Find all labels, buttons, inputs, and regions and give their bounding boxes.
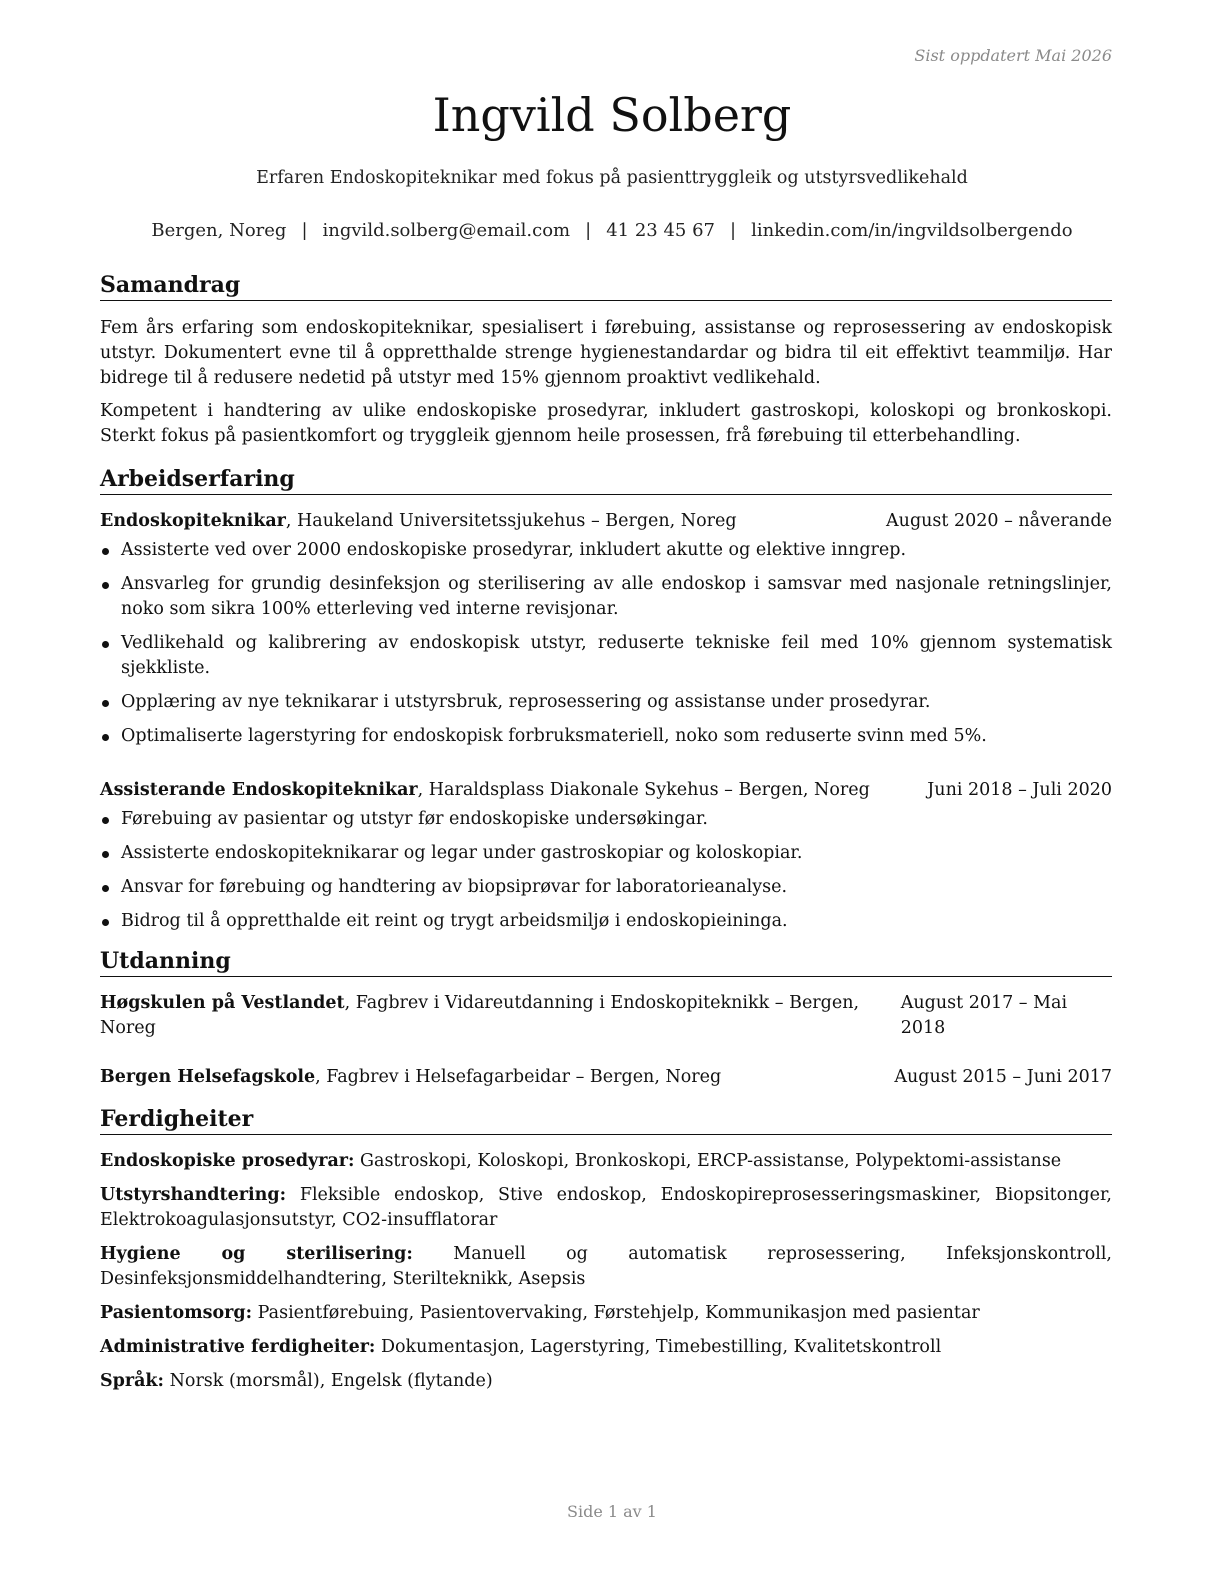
section-title-summary: Samandrag <box>100 272 1112 301</box>
bullet-text: Ansvar for førebuing og handtering av biopsiprøvar for laboratorieanalyse. <box>121 877 788 897</box>
list-item <box>100 538 1112 563</box>
candidate-name: Ingvild Solberg <box>432 88 792 142</box>
skill-value: Fleksible endoskop, Stive endoskop, Endoskopireprosesseringsmaskiner, Biopsitonger, Elektrokoagulasjonsutstyr, CO2-insufflatorar <box>100 1185 1112 1230</box>
contact-email[interactable]: ingvild.solberg@email.com <box>322 220 571 241</box>
job-header <box>100 778 1112 803</box>
list-item <box>100 841 1112 866</box>
bullet-text: Førebuing av pasientar og utstyr før endoskopiske undersøkingar. <box>121 809 708 829</box>
skill-value: Manuell og automatisk reprosessering, Infeksjonskontroll, Desinfeksjonsmiddelhandtering, Sterilteknikk, Asepsis <box>100 1244 1112 1289</box>
education-entry <box>100 991 1112 1041</box>
job-entry <box>100 509 1112 749</box>
contact-separator: | <box>730 220 737 241</box>
education-detail: , Fagbrev i Vidareutdanning i Endoskopiteknikk – Bergen, Noreg <box>100 993 860 1038</box>
list-item <box>100 724 1112 749</box>
job-title-line <box>100 509 737 534</box>
job-header <box>100 509 1112 534</box>
bullet-icon <box>102 885 109 892</box>
education-school: Bergen Helsefagskole <box>100 1067 316 1087</box>
contact-linkedin[interactable]: linkedin.com/in/ingvildsolbergendo <box>751 220 1073 241</box>
skill-label: Administrative ferdigheiter: <box>100 1337 376 1357</box>
tagline: Erfaren Endoskopiteknikar med fokus på pasienttryggleik og utstyrsvedlikehald <box>256 168 968 188</box>
bullet-text: Opplæring av nye teknikarar i utstyrsbruk, reprosessering og assistanse under prosedyrar. <box>121 692 931 712</box>
bullet-icon <box>102 919 109 926</box>
bullet-text: Ansvarleg for grundig desinfeksjon og sterilisering av alle endoskop i samsvar med nasjonale retningslinjer, noko som sikra 100% etterleving ved interne revisjonar. <box>121 574 1112 619</box>
education-dates: August 2017 – Mai 2018 <box>900 993 1068 1038</box>
skill-row <box>100 1335 1112 1360</box>
bullet-icon <box>102 851 109 858</box>
bullet-icon <box>102 548 109 555</box>
list-item <box>100 572 1112 622</box>
bullet-text: Assisterte endoskopiteknikarar og legar under gastroskopiar og koloskopiar. <box>121 843 803 863</box>
education-dates: August 2015 – Juni 2017 <box>894 1067 1112 1087</box>
list-item <box>100 909 1112 934</box>
summary-paragraph: Kompetent i handtering av ulike endoskopiske prosedyrar, inkludert gastroskopi, koloskopi og bronkoskopi. Sterkt fokus på pasientkomfort og tryggleik gjennom heile prosessen, frå førebuing til etterbehandling. <box>100 401 1112 446</box>
skill-row <box>100 1183 1112 1233</box>
bullet-icon <box>102 700 109 707</box>
skill-label: Språk: <box>100 1371 165 1391</box>
skill-row <box>100 1301 1112 1326</box>
list-item <box>100 875 1112 900</box>
education-line <box>100 991 901 1041</box>
contact-phone[interactable]: 41 23 45 67 <box>606 220 715 241</box>
education-school: Høgskulen på Vestlandet <box>100 993 345 1013</box>
job-title-line <box>100 778 870 803</box>
page-number: Side 1 av 1 <box>567 1502 657 1521</box>
job-bullets <box>100 538 1112 749</box>
last-updated: Sist oppdatert Mai 2026 <box>914 46 1112 65</box>
list-item <box>100 807 1112 832</box>
bullet-icon <box>102 734 109 741</box>
skill-value: Norsk (morsmål), Engelsk (flytande) <box>164 1371 493 1391</box>
bullet-icon <box>102 641 109 648</box>
job-dates: Juni 2018 – Juli 2020 <box>927 780 1112 800</box>
skill-row <box>100 1369 1112 1394</box>
section-title-education: Utdanning <box>100 948 1112 977</box>
skill-label: Hygiene og sterilisering: <box>100 1244 413 1264</box>
job-dates: August 2020 – nåverande <box>886 511 1112 531</box>
list-item <box>100 690 1112 715</box>
resume-content <box>100 272 1112 1403</box>
education-line <box>100 1065 721 1090</box>
job-title: Assisterande Endoskopiteknikar <box>100 780 418 800</box>
job-bullets <box>100 807 1112 934</box>
education-entry <box>100 1065 1112 1090</box>
skill-value: Dokumentasjon, Lagerstyring, Timebestilling, Kvalitetskontroll <box>375 1337 942 1357</box>
skill-row <box>100 1149 1112 1174</box>
section-title-skills: Ferdigheiter <box>100 1106 1112 1135</box>
job-employer: , Haukeland Universitetssjukehus – Bergen, Noreg <box>285 511 737 531</box>
contact-separator: | <box>301 220 308 241</box>
skills-section <box>100 1149 1112 1394</box>
job-entry <box>100 778 1112 934</box>
skill-label: Endoskopiske prosedyrar: <box>100 1151 355 1171</box>
contact-location: Bergen, Noreg <box>151 220 287 241</box>
skill-label: Utstyrshandtering: <box>100 1185 287 1205</box>
job-employer: , Haraldsplass Diakonale Sykehus – Bergen, Noreg <box>417 780 870 800</box>
skill-value: Gastroskopi, Koloskopi, Bronkoskopi, ERCP-assistanse, Polypektomi-assistanse <box>354 1151 1062 1171</box>
bullet-text: Optimaliserte lagerstyring for endoskopisk forbruksmateriell, noko som reduserte svinn med 5%. <box>121 726 987 746</box>
bullet-icon <box>102 582 109 589</box>
skill-label: Pasientomsorg: <box>100 1303 253 1323</box>
summary-paragraph: Fem års erfaring som endoskopiteknikar, spesialisert i førebuing, assistanse og reprosessering av endoskopisk utstyr. Dokumentert evne til å oppretthalde strenge hygienestandardar og bidra til eit effektivt teammiljø. Har bidrege til å redusere nedetid på utstyr med 15% gjennom proaktivt vedlikehald. <box>100 318 1112 388</box>
contact-line <box>0 220 1224 241</box>
skill-row <box>100 1242 1112 1292</box>
education-detail: , Fagbrev i Helsefagarbeidar – Bergen, Noreg <box>315 1067 722 1087</box>
bullet-text: Assisterte ved over 2000 endoskopiske prosedyrar, inkludert akutte og elektive inngrep. <box>121 540 907 560</box>
bullet-text: Bidrog til å oppretthalde eit reint og trygt arbeidsmiljø i endoskopieininga. <box>121 911 788 931</box>
job-title: Endoskopiteknikar <box>100 511 286 531</box>
summary-section <box>100 316 1112 449</box>
skill-value: Pasientførebuing, Pasientovervaking, Førstehjelp, Kommunikasjon med pasientar <box>252 1303 980 1323</box>
bullet-text: Vedlikehald og kalibrering av endoskopisk utstyr, reduserte tekniske feil med 10% gjennom systematisk sjekkliste. <box>121 633 1112 678</box>
bullet-icon <box>102 817 109 824</box>
list-item <box>100 631 1112 681</box>
section-title-experience: Arbeidserfaring <box>100 466 1112 495</box>
contact-separator: | <box>585 220 592 241</box>
